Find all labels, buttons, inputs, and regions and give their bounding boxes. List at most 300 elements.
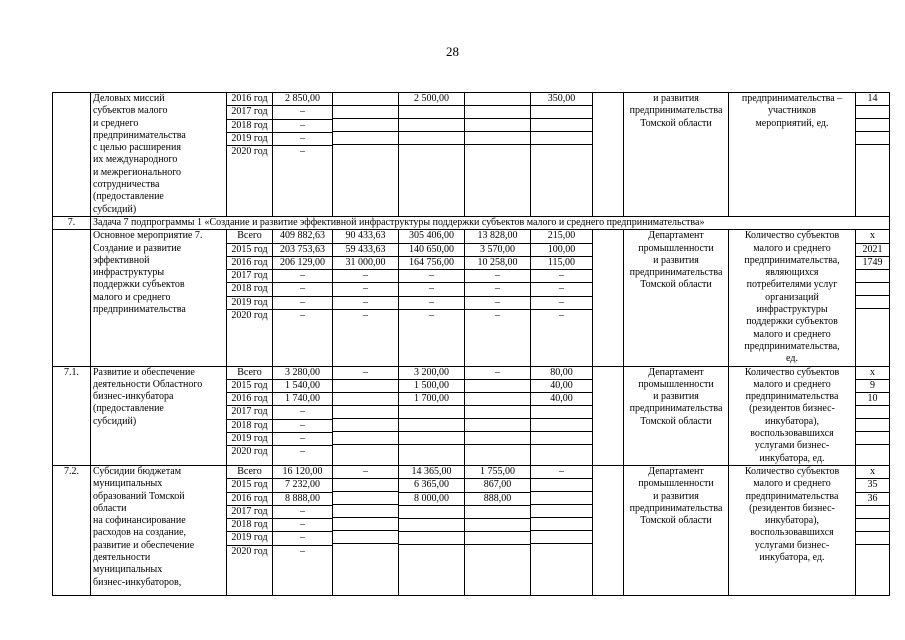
indicator-value-value: x: [856, 466, 889, 479]
regional-amount-row: [399, 393, 464, 406]
year-row: [227, 479, 272, 492]
indicator-value-value: [856, 518, 889, 531]
local-amount-value: –: [465, 283, 530, 296]
year-value: 2015 год: [227, 243, 272, 256]
local-amount-value: [465, 405, 530, 418]
year-value: 2017 год: [227, 406, 272, 419]
total-amount-row: [273, 393, 332, 406]
indicator-value-value: 14: [856, 93, 889, 106]
regional-amount-list: [399, 93, 464, 157]
year-row: [227, 532, 272, 545]
local-amount-value: [465, 544, 530, 557]
total-amount-list: [273, 367, 332, 459]
total-amount-value: 1 540,00: [273, 379, 332, 392]
local-amount-value: [465, 392, 530, 405]
regional-amount-row: [399, 119, 464, 132]
federal-amount-cell: [333, 366, 399, 465]
extrabudget-amount-row: [531, 93, 592, 106]
local-amount-list: [465, 230, 530, 322]
local-amount-row: [465, 405, 530, 418]
local-amount-row: [465, 505, 530, 518]
year-value: 2020 год: [231, 146, 268, 158]
year-row: [227, 519, 272, 532]
regional-amount-row: [399, 230, 464, 243]
indicator-value-row: [856, 505, 889, 518]
federal-amount-row: [333, 270, 398, 283]
total-amount-row: [273, 119, 332, 132]
federal-amount-row: [333, 310, 398, 323]
extrabudget-amount-list: [531, 367, 592, 458]
local-amount-row: [465, 296, 530, 309]
year-value: Всего: [227, 230, 272, 243]
federal-amount-cell: [333, 93, 399, 217]
extrabudget-amount-value: –: [531, 296, 592, 309]
year-value: 2016 год: [227, 256, 272, 269]
year-value: 2020 год: [231, 446, 268, 458]
extrabudget-amount-row: [531, 432, 592, 445]
regional-amount-cell: [399, 366, 465, 465]
indicator-value-row: [856, 367, 889, 380]
total-amount-value: –: [273, 419, 332, 432]
total-amount-cell: [273, 366, 333, 465]
federal-amount-value: [333, 145, 398, 158]
indicator-value-row: [856, 296, 889, 309]
extrabudget-amount-row: [531, 145, 592, 158]
total-amount-row: [273, 283, 332, 296]
year-value: 2019 год: [227, 296, 272, 309]
total-amount-row: [273, 545, 332, 558]
federal-amount-row: [333, 505, 398, 518]
regional-amount-value: 8 000,00: [399, 492, 464, 505]
total-amount-row: [273, 419, 332, 432]
extrabudget-amount-row: [531, 367, 592, 380]
year-value: 2015 год: [227, 379, 272, 392]
federal-amount-list: [333, 367, 398, 457]
regional-amount-value: [399, 119, 464, 132]
year-row: [227, 545, 272, 558]
indicator-value-value: [856, 309, 889, 322]
federal-amount-row: [333, 367, 398, 380]
year-value: 2020 год: [231, 545, 268, 557]
indicator-value-row: [856, 132, 889, 145]
extrabudget-amount-value: [531, 518, 592, 531]
local-amount-value: [465, 379, 530, 392]
extrabudget-amount-value: 40,00: [531, 393, 592, 406]
extrabudget-amount-row: [531, 310, 592, 323]
regional-amount-list: [399, 466, 464, 557]
extrabudget-amount-cell: [531, 230, 593, 366]
federal-amount-list: [333, 93, 398, 157]
year-row: [227, 446, 272, 459]
federal-amount-row: [333, 492, 398, 505]
total-amount-value: 3 280,00: [273, 367, 332, 380]
extrabudget-amount-row: [531, 132, 592, 145]
extrabudget-amount-value: 80,00: [531, 367, 592, 380]
total-amount-row: [273, 243, 332, 256]
year-row: [227, 93, 272, 106]
local-amount-row: [465, 256, 530, 269]
total-amount-list: [273, 466, 332, 558]
federal-amount-value: –: [333, 283, 398, 296]
total-amount-row: [273, 367, 332, 380]
extrabudget-amount-cell: [531, 366, 593, 465]
regional-amount-row: [399, 145, 464, 158]
table-row: [53, 465, 890, 595]
federal-amount-row: [333, 392, 398, 405]
local-amount-row: [465, 544, 530, 557]
federal-amount-row: [333, 119, 398, 132]
extrabudget-amount-value: 115,00: [531, 256, 592, 269]
total-amount-row: [273, 433, 332, 446]
year-row: [227, 119, 272, 132]
extrabudget-amount-value: [531, 479, 592, 492]
local-amount-row: [465, 310, 530, 323]
total-amount-value: –: [300, 310, 305, 322]
federal-amount-value: [333, 106, 398, 119]
indicator-value-value: [856, 132, 889, 145]
total-amount-row: [273, 230, 332, 243]
extrabudget-amount-value: [531, 419, 592, 432]
total-amount-value: –: [273, 283, 332, 296]
federal-amount-cell: [333, 230, 399, 366]
indicator-value-value: [856, 296, 889, 309]
indicator-value-value: 35: [856, 479, 889, 492]
local-amount-row: [465, 479, 530, 492]
year-value: 2018 год: [227, 283, 272, 296]
local-amount-value: [465, 106, 530, 119]
executor: Департамент промышленности и развития предпринимательства Томской области: [624, 465, 729, 595]
federal-amount-row: [333, 256, 398, 269]
total-amount-row: [273, 379, 332, 392]
total-amount-value: –: [273, 519, 332, 532]
indicator-value-value: 9: [856, 379, 889, 392]
activity-name: Развитие и обеспечение деятельности Областного бизнес-инкубатора (предоставление субсидий): [91, 366, 227, 465]
federal-amount-row: [333, 106, 398, 119]
indicator-value-row: [856, 256, 889, 269]
total-amount-value: –: [300, 545, 305, 557]
year-value: Всего: [227, 367, 272, 380]
local-amount-row: [465, 145, 530, 158]
regional-amount-value: [399, 505, 464, 518]
extrabudget-amount-value: [531, 531, 592, 544]
year-row: [227, 256, 272, 269]
total-amount-row: [273, 310, 332, 323]
indicator-value-value: [856, 283, 889, 296]
local-amount-row: [465, 119, 530, 132]
federal-amount-value: [333, 405, 398, 418]
total-amount-row: [273, 146, 332, 159]
indicator-value-row: [856, 531, 889, 544]
indicator-value-row: [856, 145, 889, 158]
regional-amount-value: 1 500,00: [399, 379, 464, 392]
extrabudget-amount-row: [531, 466, 592, 479]
regional-amount-row: [399, 310, 464, 323]
extrabudget-amount-value: [531, 505, 592, 518]
indicator: предпринимательства – участников мероприятий, ед.: [729, 93, 856, 217]
total-amount-row: [273, 106, 332, 119]
local-amount-row: [465, 518, 530, 531]
federal-amount-cell: [333, 465, 399, 595]
local-amount-list: [465, 466, 530, 557]
local-amount-row: [465, 418, 530, 431]
federal-amount-value: [333, 544, 398, 557]
table-body: [53, 93, 890, 596]
year-row: [227, 296, 272, 309]
regional-amount-cell: [399, 93, 465, 217]
year-cell: [227, 465, 273, 595]
local-amount-list: [465, 93, 530, 157]
regional-amount-value: –: [399, 296, 464, 309]
total-amount-cell: [273, 93, 333, 217]
indicator-value-row: [856, 406, 889, 419]
regional-amount-row: [399, 367, 464, 380]
indicator-value-value: x: [856, 367, 889, 380]
regional-amount-row: [399, 132, 464, 145]
extrabudget-amount-value: 215,00: [531, 230, 592, 243]
federal-amount-value: [333, 518, 398, 531]
total-amount-value: –: [273, 406, 332, 419]
indicator: Количество субъектов малого и среднего предпринимательства (резидентов бизнес- инкубатора), воспользовавшихся услугами бизнес- инкубатора, ед.: [729, 465, 856, 595]
year-value: 2020 год: [231, 310, 268, 322]
year-row: [227, 132, 272, 145]
regional-amount-row: [399, 505, 464, 518]
local-amount-row: [465, 243, 530, 256]
local-amount-row: [465, 466, 530, 479]
extrabudget-amount-value: –: [531, 466, 592, 479]
federal-amount-value: 59 433,63: [333, 243, 398, 256]
year-value: 2019 год: [227, 433, 272, 446]
federal-amount-row: [333, 243, 398, 256]
program-table: [52, 92, 890, 596]
total-amount-value: 409 882,63: [273, 230, 332, 243]
indicator-value-row: [856, 230, 889, 243]
extrabudget-amount-row: [531, 419, 592, 432]
regional-amount-row: [399, 479, 464, 492]
total-amount-value: 2 850,00: [273, 93, 332, 106]
federal-amount-value: [333, 119, 398, 132]
indicator-value-cell: [856, 93, 890, 217]
local-amount-list: [465, 367, 530, 457]
extrabudget-amount-row: [531, 106, 592, 119]
extrabudget-amount-row: [531, 119, 592, 132]
local-amount-value: [465, 444, 530, 457]
year-value: 2019 год: [227, 532, 272, 545]
federal-amount-value: [333, 531, 398, 544]
spacer-cell: [593, 465, 624, 595]
local-amount-row: [465, 93, 530, 106]
year-value: 2017 год: [227, 505, 272, 518]
extrabudget-amount-value: 350,00: [531, 93, 592, 106]
federal-amount-row: [333, 479, 398, 492]
year-value: 2017 год: [227, 106, 272, 119]
extrabudget-amount-value: –: [531, 283, 592, 296]
regional-amount-value: 305 406,00: [399, 230, 464, 243]
total-amount-row: [273, 93, 332, 106]
local-amount-value: –: [495, 310, 500, 322]
activity-name: Субсидии бюджетам муниципальных образований Томской области на софинансирование расходов на создание, развитие и обеспечение деятельности муниципальных бизнес-инкубаторов,: [91, 465, 227, 595]
local-amount-value: 1 755,00: [465, 466, 530, 479]
year-row: [227, 146, 272, 159]
indicator-value-value: 1749: [856, 256, 889, 269]
indicator-value-value: [856, 106, 889, 119]
total-amount-row: [273, 519, 332, 532]
total-amount-value: –: [273, 505, 332, 518]
federal-amount-row: [333, 379, 398, 392]
regional-amount-row: [399, 466, 464, 479]
year-value: 2018 год: [227, 419, 272, 432]
indicator-value-row: [856, 492, 889, 505]
regional-amount-value: [399, 106, 464, 119]
indicator-value-value: 10: [856, 393, 889, 406]
table-row: [53, 93, 890, 217]
year-row: [227, 367, 272, 380]
total-amount-row: [273, 505, 332, 518]
year-row: [227, 492, 272, 505]
federal-amount-value: [333, 392, 398, 405]
regional-amount-value: [399, 518, 464, 531]
indicator-value-list: [856, 93, 889, 157]
extrabudget-amount-value: 40,00: [531, 379, 592, 392]
extrabudget-amount-row: [531, 445, 592, 458]
extrabudget-amount-row: [531, 492, 592, 505]
indicator-value-row: [856, 419, 889, 432]
local-amount-value: [465, 132, 530, 145]
local-amount-row: [465, 492, 530, 505]
regional-amount-row: [399, 93, 464, 106]
year-row: [227, 243, 272, 256]
extrabudget-amount-row: [531, 531, 592, 544]
regional-amount-value: 164 756,00: [399, 256, 464, 269]
local-amount-row: [465, 444, 530, 457]
page-number: 28: [446, 44, 459, 59]
year-row: [227, 393, 272, 406]
total-amount-value: –: [300, 446, 305, 458]
year-value: 2019 год: [227, 132, 272, 145]
activity-name: Деловых миссий субъектов малого и среднего предпринимательства с целью расширения их международного и межрегионального сотрудничества (предоставление субсидий): [91, 93, 227, 217]
year-row: [227, 505, 272, 518]
task-row: [53, 216, 890, 229]
extrabudget-amount-value: [531, 406, 592, 419]
extrabudget-amount-value: –: [531, 270, 592, 283]
local-amount-row: [465, 283, 530, 296]
year-cell: [227, 93, 273, 217]
total-amount-value: –: [273, 532, 332, 545]
regional-amount-cell: [399, 465, 465, 595]
year-value: 2016 год: [227, 393, 272, 406]
regional-amount-row: [399, 296, 464, 309]
year-row: [227, 106, 272, 119]
extrabudget-amount-row: [531, 393, 592, 406]
local-amount-value: [465, 93, 530, 106]
indicator-value-value: [856, 445, 889, 458]
regional-amount-cell: [399, 230, 465, 366]
indicator-value-cell: [856, 366, 890, 465]
local-amount-row: [465, 367, 530, 380]
indicator-value-value: [856, 119, 889, 132]
local-amount-row: [465, 270, 530, 283]
extrabudget-amount-row: [531, 283, 592, 296]
indicator-value-row: [856, 119, 889, 132]
federal-amount-row: [333, 230, 398, 243]
federal-amount-value: [333, 505, 398, 518]
local-amount-value: [465, 531, 530, 544]
indicator-value-row: [856, 309, 889, 322]
spacer-cell: [593, 230, 624, 366]
total-amount-value: 7 232,00: [273, 479, 332, 492]
indicator-value-row: [856, 270, 889, 283]
federal-amount-row: [333, 405, 398, 418]
regional-amount-value: [399, 419, 464, 432]
regional-amount-row: [399, 531, 464, 544]
year-value: 2018 год: [227, 119, 272, 132]
extrabudget-amount-value: [531, 132, 592, 145]
total-amount-value: 1 740,00: [273, 393, 332, 406]
local-amount-row: [465, 230, 530, 243]
regional-amount-value: [399, 145, 464, 158]
indicator-value-row: [856, 518, 889, 531]
extrabudget-amount-value: [531, 544, 592, 557]
activity-name: Основное мероприятие 7. Создание и развитие эффективной инфраструктуры поддержки субъектов малого и среднего предпринимательства: [91, 230, 227, 366]
local-amount-row: [465, 379, 530, 392]
federal-amount-row: [333, 444, 398, 457]
year-cell: [227, 230, 273, 366]
extrabudget-amount-list: [531, 230, 592, 322]
spacer-cell: [593, 366, 624, 465]
regional-amount-value: 1 700,00: [399, 393, 464, 406]
regional-amount-row: [399, 406, 464, 419]
year-row: [227, 283, 272, 296]
indicator-value-list: [856, 367, 889, 458]
table-row: [53, 366, 890, 465]
extrabudget-amount-row: [531, 518, 592, 531]
table-row: [53, 230, 890, 366]
regional-amount-row: [399, 379, 464, 392]
local-amount-row: [465, 132, 530, 145]
total-amount-row: [273, 270, 332, 283]
total-amount-value: –: [273, 433, 332, 446]
federal-amount-row: [333, 544, 398, 557]
extrabudget-amount-value: 100,00: [531, 243, 592, 256]
regional-amount-row: [399, 432, 464, 445]
row-number: [53, 93, 91, 217]
local-amount-value: –: [465, 367, 530, 380]
federal-amount-list: [333, 466, 398, 556]
extrabudget-amount-row: [531, 296, 592, 309]
year-list: [227, 466, 272, 558]
local-amount-row: [465, 392, 530, 405]
local-amount-value: 888,00: [465, 492, 530, 505]
federal-amount-row: [333, 431, 398, 444]
local-amount-row: [465, 106, 530, 119]
indicator: Количество субъектов малого и среднего предпринимательства (резидентов бизнес- инкубатора), воспользовавшихся услугами бизнес- инкубатора, ед.: [729, 366, 856, 465]
year-value: 2018 год: [227, 519, 272, 532]
extrabudget-amount-row: [531, 270, 592, 283]
task-number: 7.: [53, 216, 91, 229]
indicator: Количество субъектов малого и среднего предпринимательства, являющихся потребителями услуг организаций инфраструктуры поддержки субъектов малого и среднего предпринимательства, ед.: [729, 230, 856, 366]
indicator-value-value: [856, 406, 889, 419]
year-row: [227, 310, 272, 323]
local-amount-row: [465, 531, 530, 544]
executor: Департамент промышленности и развития предпринимательства Томской области: [624, 230, 729, 366]
year-row: [227, 230, 272, 243]
year-row: [227, 270, 272, 283]
total-amount-row: [273, 532, 332, 545]
year-value: 2015 год: [227, 479, 272, 492]
regional-amount-value: [399, 132, 464, 145]
local-amount-value: –: [465, 296, 530, 309]
total-amount-value: –: [273, 270, 332, 283]
total-amount-value: –: [300, 146, 305, 158]
